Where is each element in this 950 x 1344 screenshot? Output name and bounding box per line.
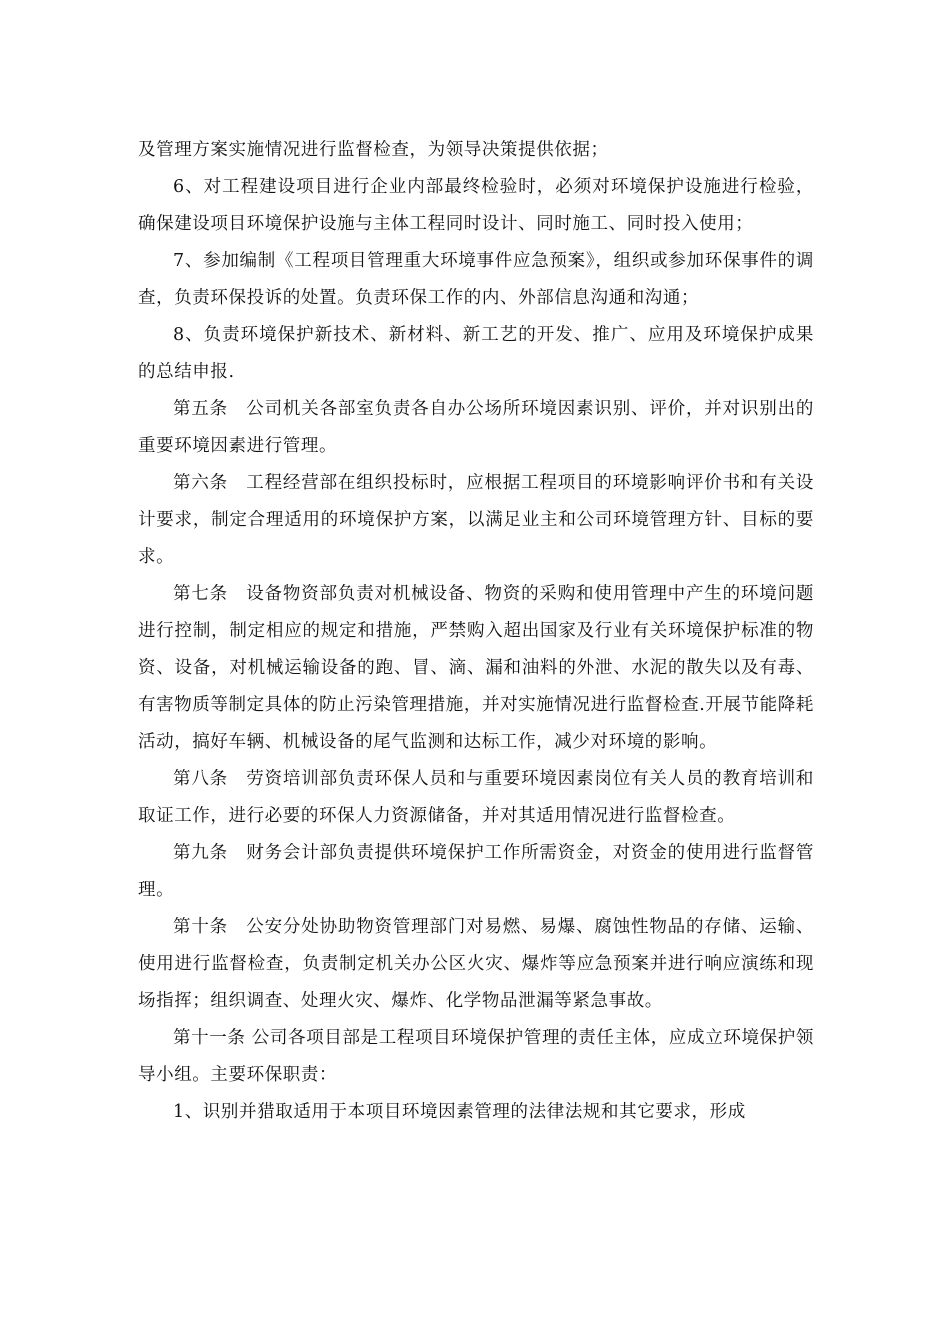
paragraph-article-5: 第五条 公司机关各部室负责各自办公场所环境因素识别、评价，并对识别出的重要环境因素进行管理。: [138, 399, 814, 456]
paragraph-item-6: 6、对工程建设项目进行企业内部最终检验时，必须对环境保护设施进行检验，确保建设项目环境保护设施与主体工程同时设计、同时施工、同时投入使用；: [138, 177, 814, 234]
document-body: [138, 132, 814, 1131]
paragraph-item-1: 1、识别并猎取适用于本项目环境因素管理的法律法规和其它要求，形成: [173, 1102, 746, 1122]
paragraph-article-10: 第十条 公安分处协助物资管理部门对易燃、易爆、腐蚀性物品的存储、运输、使用进行监督检查，负责制定机关办公区火灾、爆炸等应急预案并进行响应演练和现场指挥；组织调查、处理火灾、爆炸、化学物品泄漏等紧急事故。: [138, 917, 814, 1011]
paragraph-continuation: 及管理方案实施情况进行监督检查，为领导决策提供依据；: [138, 140, 609, 160]
paragraph-article-7: 第七条 设备物资部负责对机械设备、物资的采购和使用管理中产生的环境问题进行控制，制定相应的规定和措施，严禁购入超出国家及行业有关环境保护标准的物资、设备，对机械运输设备的跑、冒、滴、漏和油料的外泄、水泥的散失以及有毒、有害物质等制定具体的防止污染管理措施，并对实施情况进行监督检查.开展节能降耗活动，搞好车辆、机械设备的尾气监测和达标工作，减少对环境的影响。: [138, 584, 814, 752]
paragraph-item-7: 7、参加编制《工程项目管理重大环境事件应急预案》，组织或参加环保事件的调查，负责环保投诉的处置。负责环保工作的内、外部信息沟通和沟通；: [138, 251, 814, 308]
paragraph-article-6: 第六条 工程经营部在组织投标时，应根据工程项目的环境影响评价书和有关设计要求，制定合理适用的环境保护方案，以满足业主和公司环境管理方针、目标的要求。: [138, 473, 814, 567]
paragraph-article-11: 第十一条 公司各项目部是工程项目环境保护管理的责任主体，应成立环境保护领导小组。主要环保职责：: [138, 1028, 814, 1085]
paragraph-item-8: 8、负责环境保护新技术、新材料、新工艺的开发、推广、应用及环境保护成果的总结申报.: [138, 325, 814, 382]
paragraph-article-9: 第九条 财务会计部负责提供环境保护工作所需资金，对资金的使用进行监督管理。: [138, 843, 814, 900]
paragraph-article-8: 第八条 劳资培训部负责环保人员和与重要环境因素岗位有关人员的教育培训和取证工作，进行必要的环保人力资源储备，并对其适用情况进行监督检查。: [138, 769, 814, 826]
